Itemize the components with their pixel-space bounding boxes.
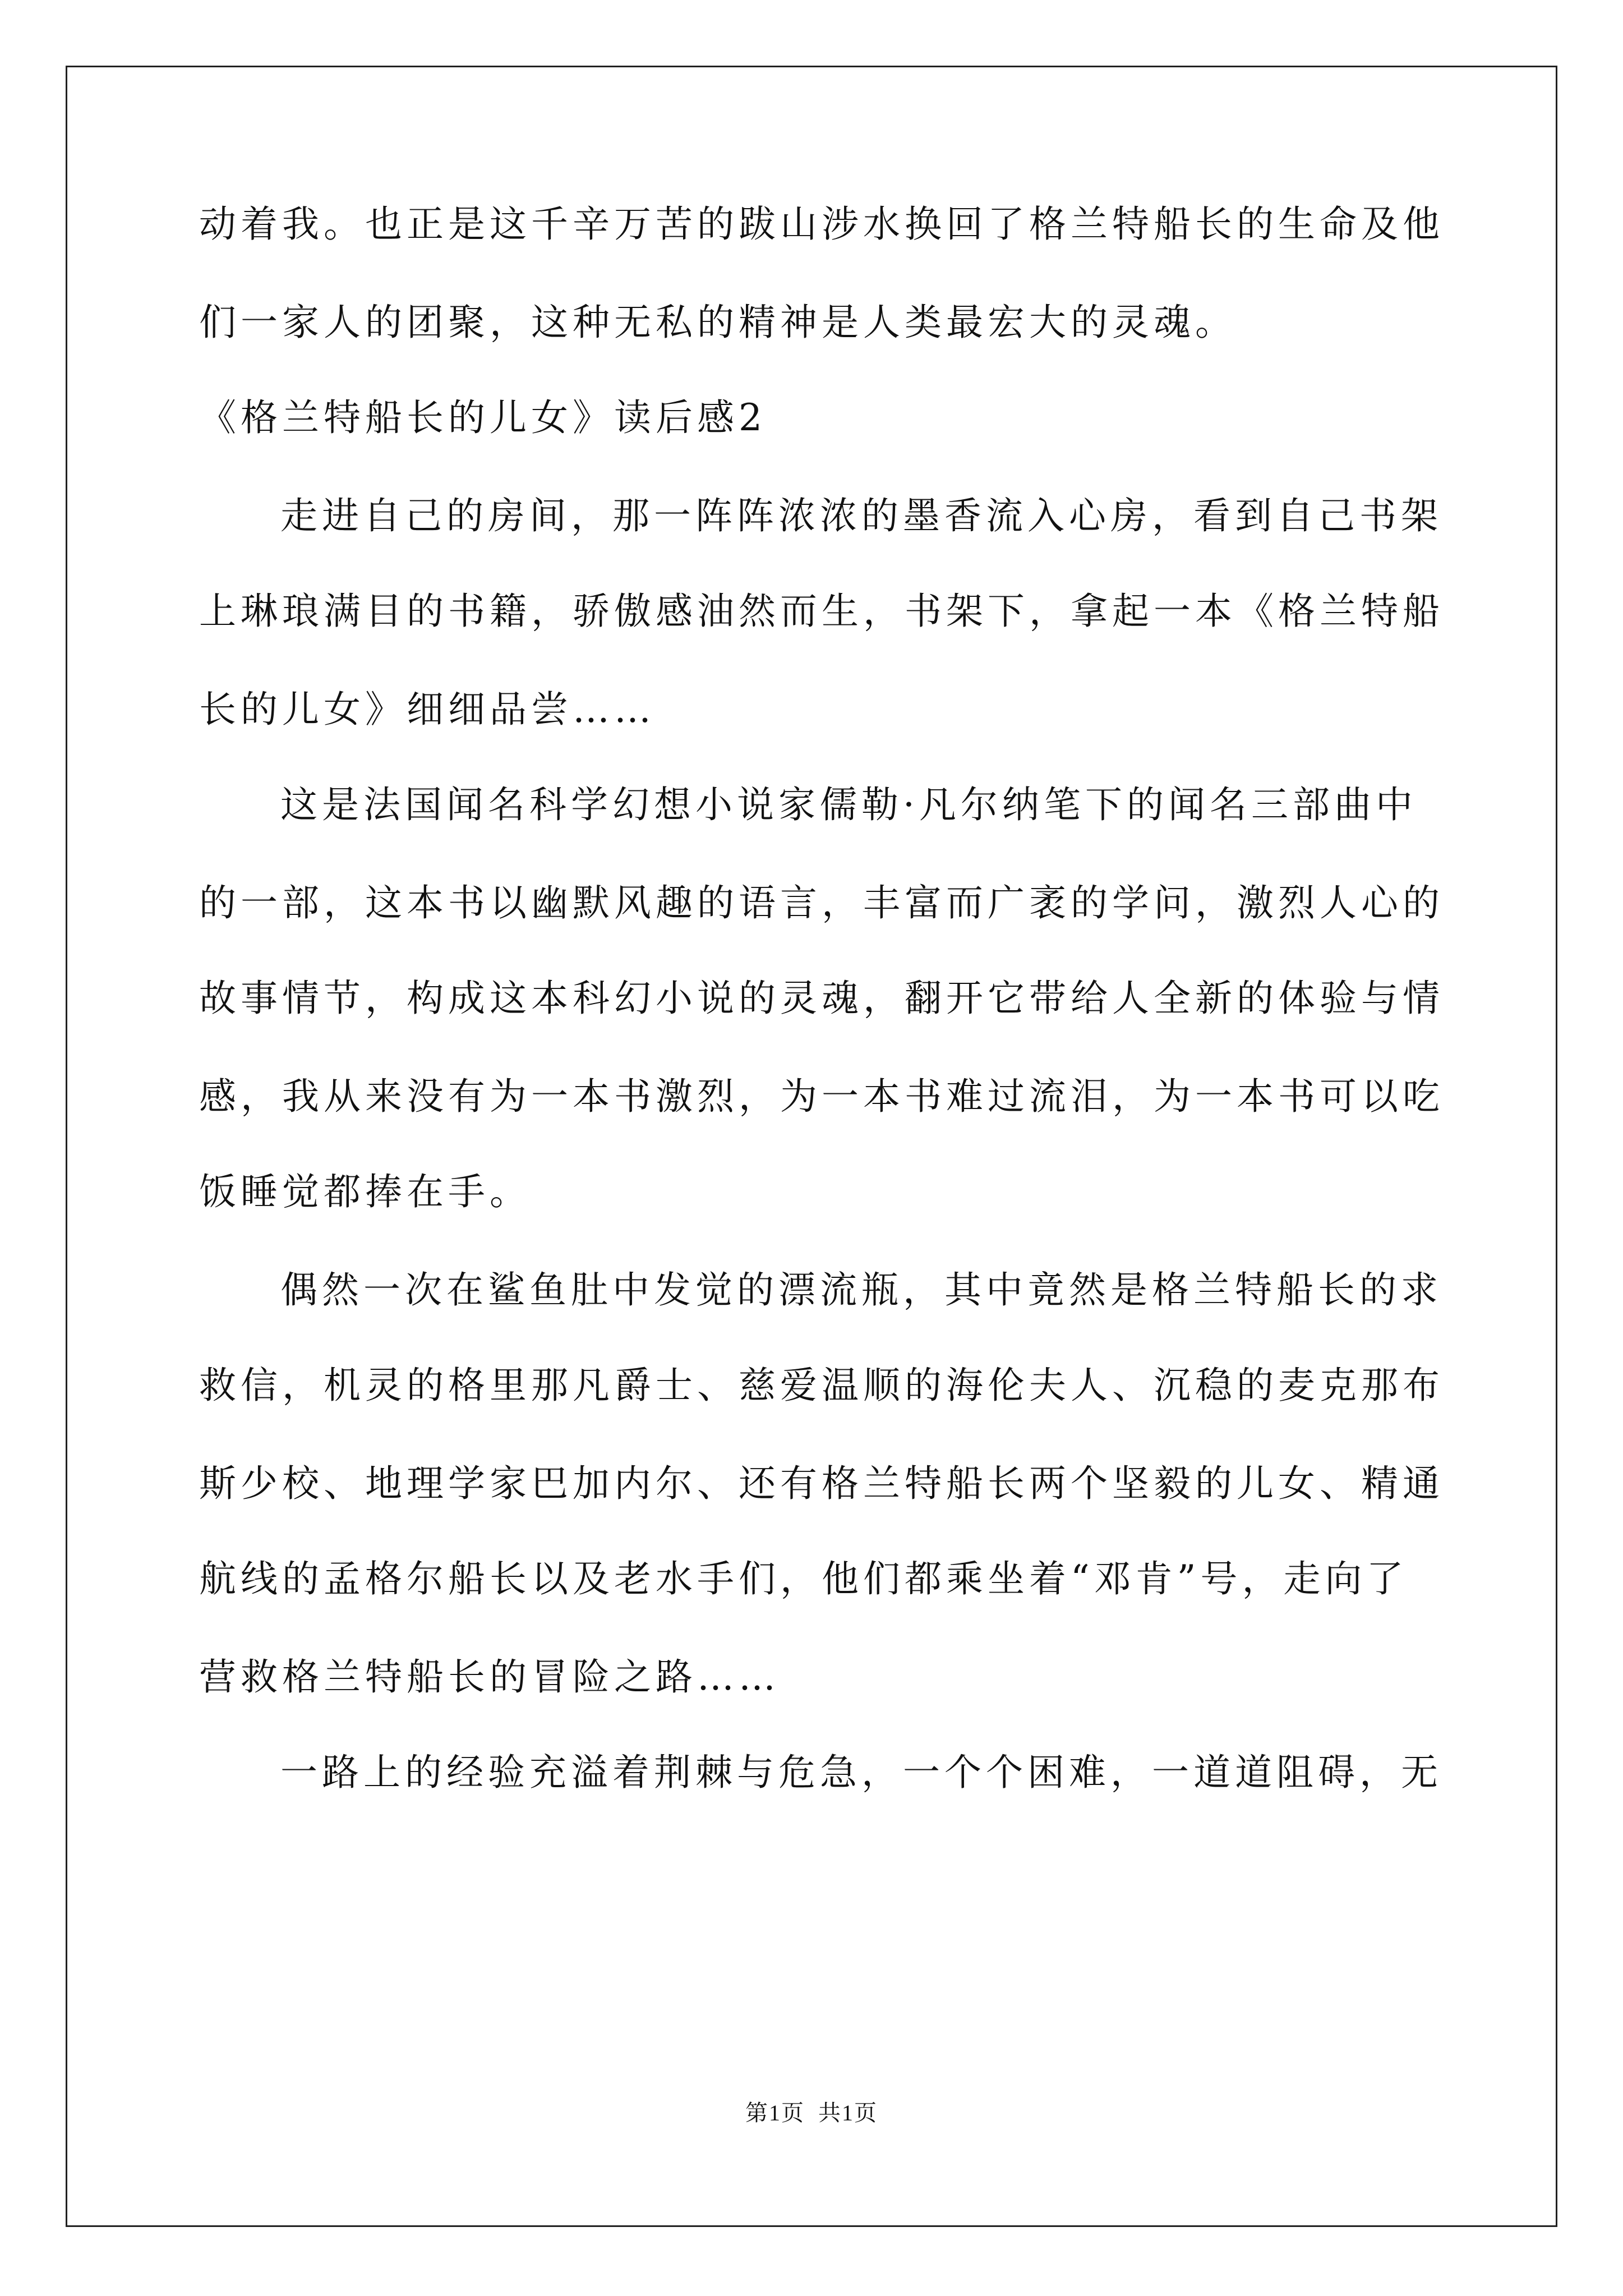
section-heading: 《格兰特船长的儿女》读后感2 [199,396,767,439]
page-number: 第1页 共1页 [745,2100,878,2125]
text-line: 故事情节，构成这本科幻小说的灵魂，翻开它带给人全新的体验与情 [199,977,1444,1020]
text-line: 斯少校、地理学家巴加内尔、还有格兰特船长两个坚毅的儿女、精通 [199,1462,1444,1505]
paragraph-first-line: 一路上的经验充溢着荆棘与危急，一个个困难，一道道阻碍，无 [280,1751,1442,1794]
text-line: 们一家人的团聚，这种无私的精神是人类最宏大的灵魂。 [199,301,1237,344]
text-line: 长的儿女》细细品尝…… [199,688,656,731]
text-line: 的一部，这本书以幽默风趣的语言，丰富而广袤的学问，激烈人心的 [199,881,1444,924]
text-line: 动着我。也正是这千辛万苦的跋山涉水换回了格兰特船长的生命及他 [199,203,1444,246]
paragraph-first-line: 走进自己的房间，那一阵阵浓浓的墨香流入心房，看到自己书架 [280,494,1442,537]
text-line: 上琳琅满目的书籍，骄傲感油然而生，书架下，拿起一本《格兰特船 [199,590,1444,633]
text-line: 营救格兰特船长的冒险之路…… [199,1655,780,1699]
page-border [66,66,1557,2227]
text-line: 饭睡觉都捧在手。 [199,1170,531,1213]
paragraph-first-line: 偶然一次在鲨鱼肚中发觉的漂流瓶，其中竟然是格兰特船长的求 [280,1268,1442,1312]
paragraph-first-line: 这是法国闻名科学幻想小说家儒勒·凡尔纳笔下的闻名三部曲中 [280,783,1417,826]
text-line: 感，我从来没有为一本书激烈，为一本书难过流泪，为一本书可以吃 [199,1075,1444,1118]
text-line: 航线的孟格尔船长以及老水手们，他们都乘坐着“邓肯”号，走向了 [199,1557,1408,1600]
text-line: 救信，机灵的格里那凡爵士、慈爱温顺的海伦夫人、沉稳的麦克那布 [199,1364,1444,1407]
